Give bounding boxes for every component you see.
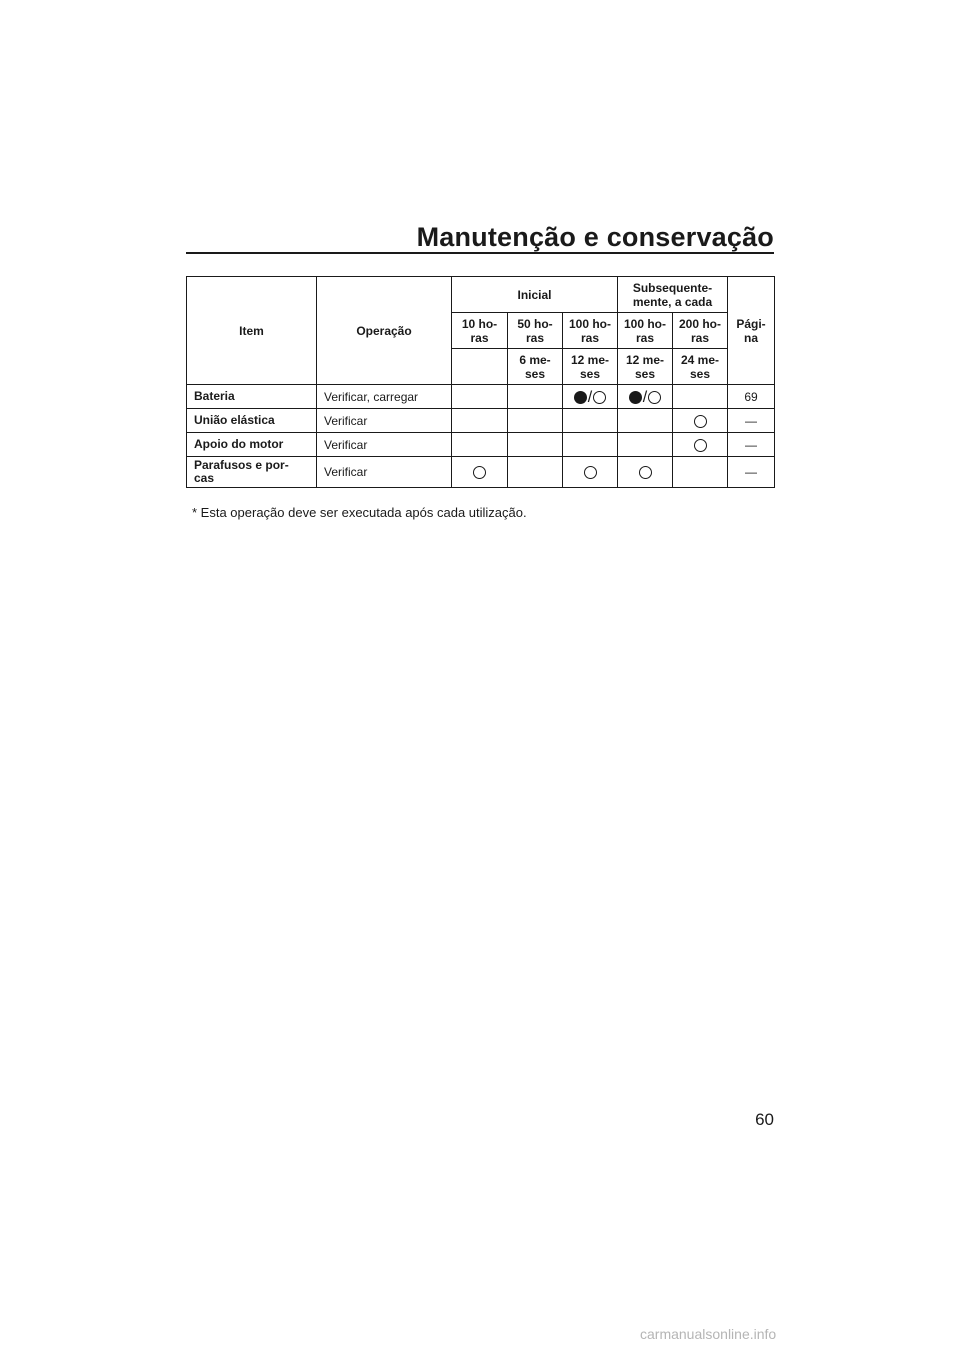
row-page: — [728, 409, 775, 433]
schedule-cell [508, 433, 563, 457]
header-subsequent: Subsequente- mente, a cada [618, 277, 728, 313]
row-page: 69 [728, 385, 775, 409]
row-page: — [728, 457, 775, 488]
header-initial: Inicial [452, 277, 618, 313]
open-circle-icon [473, 466, 486, 479]
schedule-cell [508, 409, 563, 433]
schedule-cell [618, 457, 673, 488]
schedule-cell [618, 385, 673, 409]
table-row [187, 457, 775, 488]
header-hours-cell: 50 ho- ras [508, 313, 563, 349]
row-operation: Verificar [317, 433, 452, 457]
header-hours-cell: 200 ho- ras [673, 313, 728, 349]
row-page: — [728, 433, 775, 457]
header-months-cell: 6 me- ses [508, 349, 563, 385]
schedule-cell [673, 409, 728, 433]
schedule-cell [452, 457, 508, 488]
row-item: Apoio do motor [187, 433, 317, 457]
header-months-cell: 12 me- ses [563, 349, 618, 385]
schedule-cell [563, 409, 618, 433]
open-circle-icon [584, 466, 597, 479]
schedule-cell [563, 433, 618, 457]
header-hours-cell: 10 ho- ras [452, 313, 508, 349]
schedule-cell [508, 457, 563, 488]
row-operation: Verificar [317, 409, 452, 433]
row-item: União elástica [187, 409, 317, 433]
schedule-cell [618, 433, 673, 457]
row-item: Parafusos e por- cas [187, 457, 317, 488]
row-operation: Verificar, carregar [317, 385, 452, 409]
schedule-cell [618, 409, 673, 433]
header-hours-cell: 100 ho- ras [563, 313, 618, 349]
row-operation: Verificar [317, 457, 452, 488]
header-months-cell: 12 me- ses [618, 349, 673, 385]
maintenance-table [186, 276, 775, 488]
header-months-cell [452, 349, 508, 385]
schedule-cell [508, 385, 563, 409]
table-row [187, 409, 775, 433]
filled-circle-slash-open-circle-icon: / [629, 389, 661, 403]
open-circle-icon [639, 466, 652, 479]
footnote: * Esta operação deve ser executada após cada utilização. [192, 505, 527, 520]
open-circle-icon [694, 439, 707, 452]
header-hours-cell: 100 ho- ras [618, 313, 673, 349]
schedule-cell [673, 385, 728, 409]
table-row [187, 433, 775, 457]
open-circle-icon [694, 415, 707, 428]
schedule-cell [673, 433, 728, 457]
page-number: 60 [755, 1110, 774, 1129]
row-item: Bateria [187, 385, 317, 409]
filled-circle-slash-open-circle-icon: / [574, 389, 606, 403]
title-rule [186, 252, 774, 254]
header-months-cell: 24 me- ses [673, 349, 728, 385]
header-page: Pági- na [728, 277, 775, 385]
header-operation: Operação [317, 277, 452, 385]
schedule-cell [452, 433, 508, 457]
watermark: carmanualsonline.info [640, 1326, 777, 1342]
schedule-cell [563, 457, 618, 488]
page-title: Manutenção e conservação [416, 222, 774, 252]
schedule-cell [452, 385, 508, 409]
schedule-cell [452, 409, 508, 433]
header-item: Item [187, 277, 317, 385]
table-row [187, 385, 775, 409]
schedule-cell [563, 385, 618, 409]
schedule-cell [673, 457, 728, 488]
